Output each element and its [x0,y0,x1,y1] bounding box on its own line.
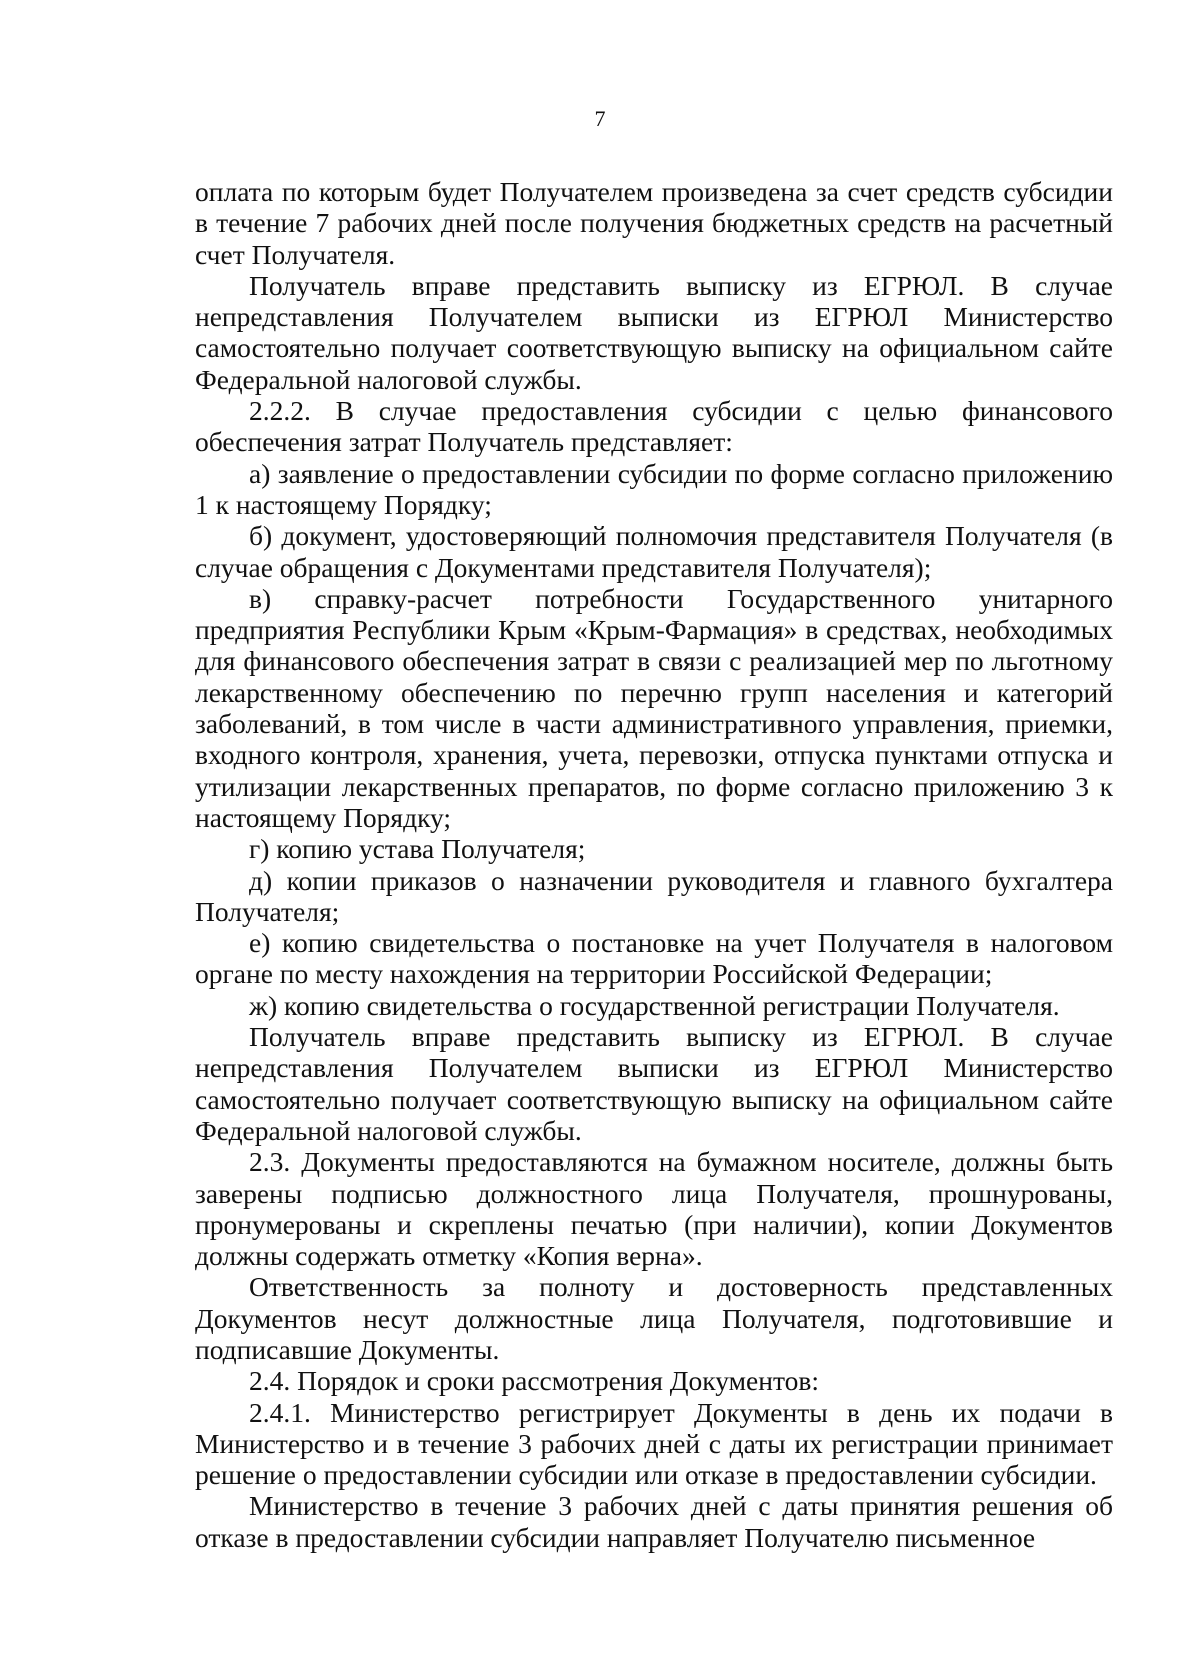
document-body [195,176,1113,1553]
paragraph-egrul-extract-2: Получатель вправе представить выписку из ЕГРЮЛ. В случае непредставления Получателем выписки из ЕГРЮЛ Министерство самостоятельно получает соответствующую выписку на официальном сайте Федеральной налоговой службы. [195,1021,1113,1146]
list-item-g: г) копию устава Получателя; [249,833,586,865]
paragraph-refusal-notice: Министерство в течение 3 рабочих дней с даты принятия решения об отказе в предоставлении субсидии направляет Получателю письменное [195,1490,1113,1553]
paragraph-responsibility: Ответственность за полноту и достоверность представленных Документов несут должностные лица Получателя, подготовившие и подписавшие Документы. [195,1271,1113,1365]
paragraph-2-2-2: 2.2.2. В случае предоставления субсидии с целью финансового обеспечения затрат Получатель представляет: [195,395,1113,458]
list-item-a: а) заявление о предоставлении субсидии по форме согласно приложению 1 к настоящему Порядку; [195,457,1113,520]
paragraph-2-4-1: 2.4.1. Министерство регистрирует Документы в день их подачи в Министерство и в течение 3 рабочих дней с даты их регистрации принимает решение о предоставлении субсидии или отказе в предоставлении субсидии. [195,1396,1113,1491]
list-item-d: д) копии приказов о назначении руководителя и главного бухгалтера Получателя; [195,864,1113,927]
paragraph-payment-continuation: оплата по которым будет Получателем произведена за счет средств субсидии в течение 7 рабочих дней после получения бюджетных средств на расчетный счет Получателя. [195,176,1113,270]
paragraph-2-3: 2.3. Документы предоставляются на бумажном носителе, должны быть заверены подписью должностного лица Получателя, прошнурованы, пронумерованы и скреплены печатью (при наличии), копии Документов должны содержать отметку «Копия верна». [195,1146,1113,1272]
list-item-b: б) документ, удостоверяющий полномочия представителя Получателя (в случае обращения с Документами представителя Получателя); [195,520,1113,583]
list-item-zh: ж) копию свидетельства о государственной регистрации Получателя. [249,989,1060,1021]
page-number: 7 [594,106,606,131]
list-item-e: е) копию свидетельства о постановке на учет Получателя в налоговом органе по месту нахождения на территории Российской Федерации; [195,927,1113,990]
list-item-v: в) справку-расчет потребности Государственного унитарного предприятия Республики Крым «Крым-Фармация» в средствах, необходимых для финансового обеспечения затрат в связи с реализацией мер по льготному лекарственному обеспечению по перечню групп населения и категорий заболеваний, в том числе в части административного управления, приемки, входного контроля, хранения, учета, перевозки, отпуска пунктами отпуска и утилизации лекарственных препаратов, по форме согласно приложению 3 к настоящему Порядку; [195,582,1113,833]
paragraph-egrul-extract: Получатель вправе представить выписку из ЕГРЮЛ. В случае непредставления Получателем выписки из ЕГРЮЛ Министерство самостоятельно получает соответствующую выписку на официальном сайте Федеральной налоговой службы. [195,269,1113,395]
paragraph-2-4: 2.4. Порядок и сроки рассмотрения Документов: [249,1365,820,1397]
